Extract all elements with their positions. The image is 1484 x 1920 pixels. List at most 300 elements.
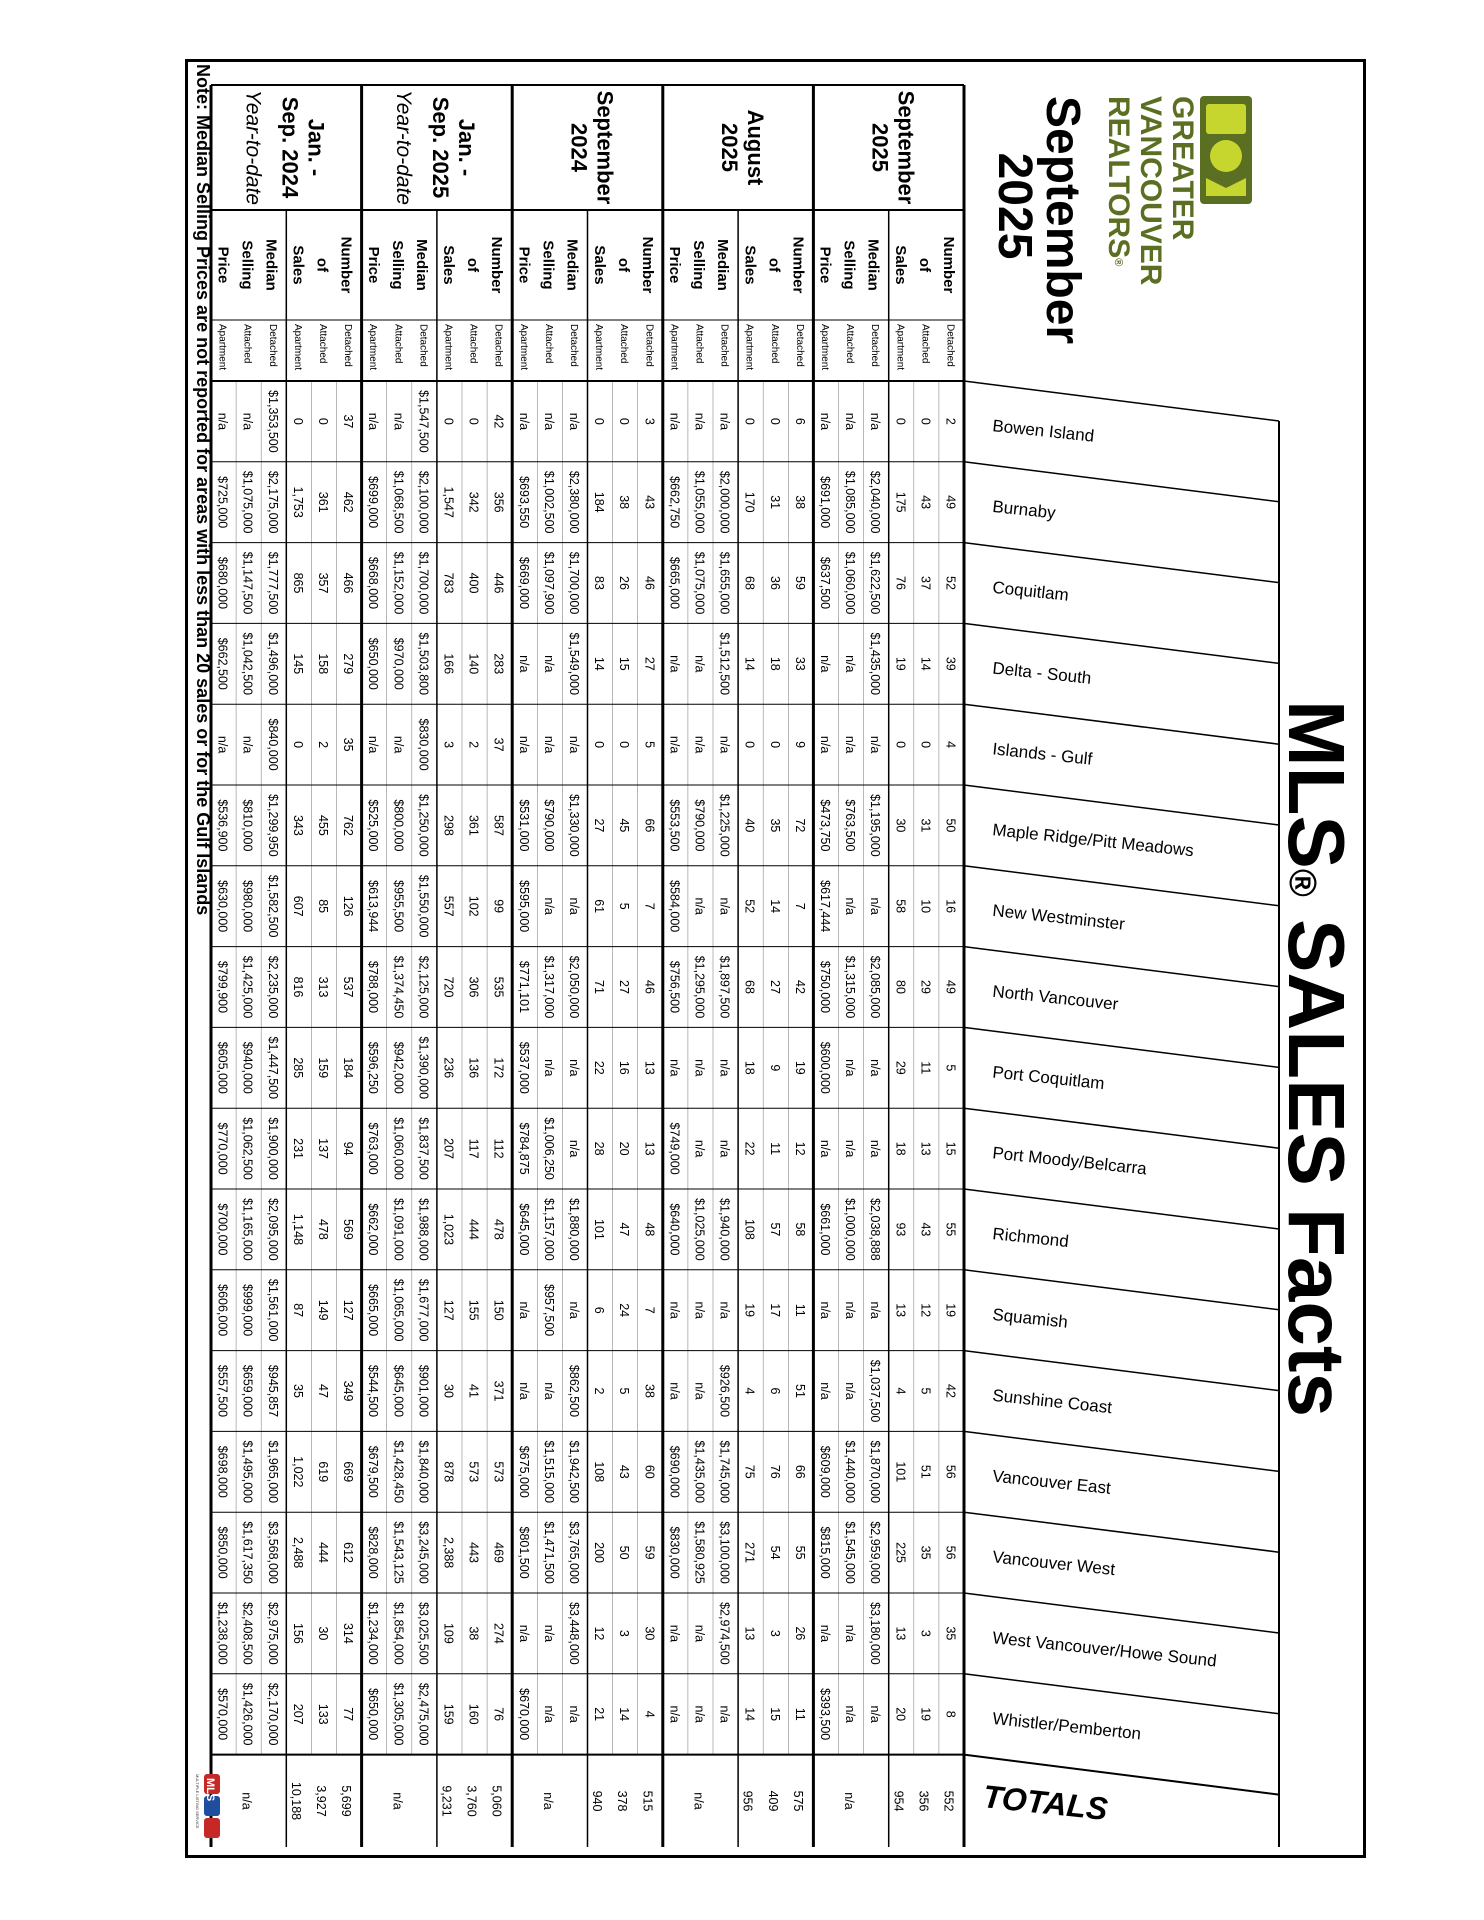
count-cell: 27 [767, 980, 782, 994]
price-cell: $1,238,000 [215, 1602, 230, 1665]
header-slant-line [964, 543, 1279, 583]
price-cell: $1,880,000 [566, 1198, 581, 1261]
count-cell: 236 [441, 1057, 456, 1079]
price-cell: $2,959,000 [868, 1521, 883, 1584]
period-label: Sep. 2024 [277, 96, 303, 199]
count-cell: 7 [792, 902, 807, 910]
period-label: September [893, 90, 919, 205]
price-cell: $2,170,000 [265, 1682, 280, 1746]
count-cell: 361 [466, 814, 481, 836]
count-cell: 462 [341, 491, 356, 513]
count-cell: 101 [592, 1218, 607, 1240]
price-cell: n/a [717, 1301, 732, 1319]
count-cell: 50 [617, 1545, 632, 1560]
price-cell: n/a [717, 897, 732, 915]
price-cell: $1,085,000 [843, 470, 858, 534]
count-cell: 109 [441, 1622, 456, 1644]
price-cell: n/a [717, 1139, 732, 1158]
price-cell: $815,000 [817, 1526, 832, 1579]
count-cell: 159 [315, 1057, 330, 1079]
price-cell: n/a [541, 1705, 556, 1723]
property-type-label: Detached [793, 324, 805, 367]
count-cell: 14 [592, 656, 607, 671]
column-label: Delta - South [991, 658, 1093, 688]
count-cell: 444 [315, 1542, 330, 1564]
count-cell: 13 [642, 1060, 657, 1075]
price-cell: n/a [667, 1301, 682, 1319]
price-cell: $788,000 [366, 960, 381, 1014]
period-label: Sep. 2025 [427, 96, 453, 199]
price-cell: $659,000 [240, 1364, 255, 1418]
price-cell: $1,060,000 [843, 551, 858, 615]
count-cell: 30 [893, 818, 908, 833]
count-cell: 77 [341, 1707, 356, 1722]
count-cell: 18 [767, 656, 782, 671]
price-cell: n/a [541, 655, 556, 673]
count-cell: 55 [943, 1222, 958, 1237]
count-cell: 158 [315, 653, 330, 675]
count-total-cell: 552 [941, 1790, 956, 1812]
price-cell: n/a [868, 1139, 883, 1158]
count-cell: 52 [943, 576, 958, 590]
price-cell: $698,000 [215, 1445, 230, 1498]
count-cell: 400 [466, 572, 481, 594]
count-cell: 2 [943, 417, 958, 425]
header-slant-line [964, 381, 1279, 421]
price-cell: n/a [843, 735, 858, 754]
price-label: Price [816, 246, 834, 284]
count-cell: 455 [315, 814, 330, 836]
count-cell: 279 [341, 653, 356, 675]
price-cell: $801,500 [516, 1526, 531, 1579]
count-label: Number [337, 236, 355, 294]
property-type-label: Apartment [442, 324, 454, 371]
price-cell: $596,250 [366, 1041, 381, 1094]
count-cell: 283 [491, 653, 506, 675]
count-cell: 0 [617, 741, 632, 749]
count-cell: 56 [943, 1464, 958, 1479]
price-cell: n/a [692, 1624, 707, 1643]
count-cell: 5 [642, 741, 657, 749]
count-cell: 607 [290, 895, 305, 917]
count-cell: 71 [592, 980, 607, 994]
price-cell: n/a [717, 1059, 732, 1077]
count-cell: 19 [742, 1303, 757, 1318]
price-cell: $617,444 [817, 880, 832, 933]
header-slant-line [964, 1431, 1279, 1471]
price-cell: n/a [717, 735, 732, 754]
column-header [964, 1351, 1279, 1418]
price-cell: n/a [516, 412, 531, 431]
count-cell: 39 [943, 656, 958, 671]
count-cell: 93 [893, 1222, 908, 1237]
count-label: Sales [590, 245, 608, 285]
column-label: Vancouver West [991, 1547, 1117, 1580]
count-cell: 38 [466, 1626, 481, 1641]
price-cell: $1,000,000 [843, 1198, 858, 1261]
period-block [666, 85, 813, 1847]
count-cell: 42 [792, 980, 807, 994]
count-cell: 19 [943, 1303, 958, 1318]
price-cell: n/a [541, 1624, 556, 1643]
period-label: Jan. - [453, 118, 479, 177]
price-cell: $536,900 [215, 799, 230, 852]
count-cell: 75 [742, 1464, 757, 1479]
count-cell: 33 [792, 656, 807, 671]
header-slant-line [964, 1593, 1279, 1633]
column-header [964, 1674, 1279, 1744]
count-cell: 3 [918, 1629, 933, 1637]
count-cell: 18 [893, 1141, 908, 1156]
header-slant-line [964, 1512, 1279, 1552]
count-cell: 343 [290, 814, 305, 836]
price-cell: $662,000 [366, 1203, 381, 1256]
count-cell: 72 [792, 818, 807, 833]
count-cell: 3 [617, 1629, 632, 1637]
count-cell: 298 [441, 814, 456, 836]
price-cell: $1,700,000 [566, 551, 581, 615]
count-cell: 31 [918, 818, 933, 833]
price-cell: $3,245,000 [416, 1521, 431, 1584]
price-cell: n/a [366, 412, 381, 431]
count-cell: 13 [893, 1626, 908, 1641]
count-cell: 5 [617, 1387, 632, 1395]
property-type-label: Detached [266, 324, 278, 367]
price-cell: $1,515,000 [541, 1440, 556, 1504]
price-cell: n/a [692, 655, 707, 673]
count-cell: 19 [893, 656, 908, 671]
price-cell: n/a [692, 897, 707, 915]
price-cell: $1,157,000 [541, 1198, 556, 1261]
count-cell: 175 [893, 491, 908, 513]
header-slant-line [964, 462, 1279, 502]
property-type-label: Attached [467, 324, 479, 364]
price-cell: $690,000 [667, 1445, 682, 1498]
count-cell: 170 [742, 491, 757, 513]
count-cell: 306 [466, 976, 481, 998]
price-cell: $3,025,500 [416, 1602, 431, 1665]
count-label: Number [940, 236, 957, 294]
column-label: Maple Ridge/Pitt Meadows [991, 820, 1195, 861]
price-cell: $2,175,000 [265, 470, 280, 534]
column-label: Coquitlam [991, 577, 1070, 605]
price-cell: n/a [240, 735, 255, 754]
count-cell: 19 [918, 1707, 933, 1722]
price-cell: n/a [391, 735, 406, 754]
price-cell: $1,165,000 [240, 1198, 255, 1261]
price-cell: $699,000 [366, 476, 381, 529]
count-cell: 127 [441, 1299, 456, 1321]
price-cell: n/a [817, 735, 832, 754]
price-cell: $1,988,000 [416, 1198, 431, 1261]
count-cell: 46 [642, 980, 657, 994]
count-cell: 37 [341, 414, 356, 429]
price-cell: n/a [541, 1382, 556, 1400]
period-block [817, 85, 964, 1847]
price-cell: $2,085,000 [868, 955, 883, 1019]
count-cell: 15 [767, 1707, 782, 1722]
property-type-label: Apartment [743, 324, 755, 371]
price-cell: $830,000 [416, 718, 431, 771]
count-cell: 29 [918, 980, 933, 994]
count-cell: 271 [742, 1542, 757, 1564]
price-cell: n/a [516, 1301, 531, 1319]
count-cell: 285 [290, 1057, 305, 1079]
price-cell: $605,000 [215, 1041, 230, 1094]
column-header [964, 1431, 1279, 1498]
count-cell: 99 [491, 899, 506, 914]
count-cell: 30 [441, 1384, 456, 1398]
price-cell: n/a [516, 1382, 531, 1400]
price-cell: $1,777,500 [265, 551, 280, 615]
count-cell: 762 [341, 814, 356, 836]
count-cell: 19 [792, 1060, 807, 1075]
price-cell: n/a [541, 412, 556, 431]
count-cell: 478 [491, 1218, 506, 1240]
count-cell: 20 [617, 1141, 632, 1156]
price-label: Median [412, 239, 430, 291]
price-cell: $1,250,000 [416, 794, 431, 857]
price-cell: n/a [817, 1382, 832, 1400]
count-label: Sales [440, 245, 458, 285]
count-cell: 5 [943, 1064, 958, 1072]
price-cell: $650,000 [366, 1688, 381, 1741]
count-cell: 108 [592, 1461, 607, 1483]
count-cell: 6 [792, 417, 807, 425]
count-label: Number [638, 236, 656, 294]
count-cell: 27 [642, 656, 657, 671]
column-label: Port Moody/Belcarra [991, 1143, 1148, 1179]
price-cell: $940,000 [240, 1041, 255, 1094]
price-cell: $1,037,500 [868, 1359, 883, 1423]
price-cell: $1,353,500 [265, 390, 280, 453]
column-label: Port Coquitlam [991, 1062, 1106, 1094]
count-cell: 133 [315, 1703, 330, 1725]
count-cell: 11 [918, 1061, 933, 1075]
count-cell: 865 [290, 572, 305, 594]
price-cell: $691,000 [817, 476, 832, 529]
count-cell: 36 [767, 576, 782, 590]
price-cell: $2,235,000 [265, 955, 280, 1019]
count-cell: 0 [315, 417, 330, 425]
count-cell: 535 [491, 976, 506, 998]
count-cell: 17 [767, 1303, 782, 1318]
price-cell: n/a [667, 655, 682, 673]
price-cell: $473,750 [817, 799, 832, 852]
count-cell: 9 [792, 741, 807, 749]
price-cell: $662,750 [667, 476, 682, 529]
price-cell: n/a [868, 897, 883, 915]
price-cell: $850,000 [215, 1526, 230, 1579]
header-slant-line [964, 1351, 1279, 1391]
price-cell: $2,038,888 [868, 1198, 883, 1261]
count-cell: 58 [893, 899, 908, 914]
price-cell: $1,025,000 [692, 1198, 707, 1261]
price-cell: $1,897,500 [717, 955, 732, 1019]
price-cell: $756,500 [667, 960, 682, 1014]
count-cell: 466 [341, 572, 356, 594]
count-cell: 8 [943, 1710, 958, 1718]
column-header [964, 785, 1279, 860]
count-total-cell: 954 [891, 1790, 906, 1812]
column-label: Vancouver East [991, 1466, 1112, 1498]
price-cell: n/a [843, 1382, 858, 1400]
price-cell: $1,065,000 [391, 1278, 406, 1342]
header-slant-line [964, 1027, 1279, 1067]
count-label: Number [789, 236, 807, 294]
price-cell: $810,000 [240, 799, 255, 852]
price-cell: $2,000,000 [717, 470, 732, 534]
count-cell: 38 [642, 1384, 657, 1398]
count-cell: 48 [642, 1222, 657, 1237]
count-cell: 35 [918, 1545, 933, 1560]
price-cell: $1,426,000 [240, 1682, 255, 1746]
count-cell: 669 [341, 1461, 356, 1483]
price-cell: $1,840,000 [416, 1440, 431, 1504]
count-cell: 357 [315, 572, 330, 594]
price-cell: n/a [843, 1139, 858, 1158]
count-cell: 21 [592, 1707, 607, 1722]
property-type-label: Attached [844, 324, 856, 364]
price-cell: n/a [692, 1705, 707, 1723]
count-cell: 313 [315, 976, 330, 998]
price-cell: n/a [868, 1059, 883, 1077]
count-cell: 1,022 [290, 1456, 305, 1488]
price-cell: $600,000 [817, 1041, 832, 1094]
count-cell: 1,023 [441, 1213, 456, 1246]
count-cell: 37 [491, 737, 506, 752]
count-total-cell: 10,188 [288, 1781, 303, 1821]
price-cell: $1,471,500 [541, 1521, 556, 1584]
count-cell: 3 [642, 417, 657, 425]
count-cell: 55 [792, 1545, 807, 1560]
header-slant-line [964, 785, 1279, 825]
count-total-cell: 515 [640, 1790, 655, 1812]
count-cell: 31 [767, 495, 782, 510]
footnote: Note: Median Selling Prices are not reported for areas with less than 20 sales or for the Gulf Islands [193, 64, 213, 916]
count-cell: 50 [943, 818, 958, 833]
column-header [964, 1108, 1279, 1178]
count-cell: 66 [642, 818, 657, 833]
count-cell: 102 [466, 895, 481, 917]
column-header [964, 1189, 1279, 1251]
price-label: Price [666, 246, 684, 284]
price-cell: $544,500 [366, 1364, 381, 1418]
column-label: Squamish [991, 1304, 1069, 1332]
count-cell: 52 [742, 899, 757, 914]
count-cell: 0 [918, 417, 933, 425]
price-cell: $957,500 [541, 1284, 556, 1337]
price-cell: $650,000 [366, 637, 381, 690]
price-cell: $725,000 [215, 476, 230, 529]
price-cell: n/a [516, 735, 531, 754]
price-cell: $1,042,500 [240, 632, 255, 696]
count-total-cell: 9,231 [439, 1785, 454, 1817]
count-cell: 58 [792, 1222, 807, 1237]
count-cell: 0 [918, 741, 933, 749]
price-cell: $1,503,800 [416, 632, 431, 696]
count-cell: 2 [466, 741, 481, 749]
count-cell: 15 [943, 1141, 958, 1156]
count-cell: 37 [918, 576, 933, 590]
count-cell: 54 [767, 1545, 782, 1560]
count-cell: 5 [617, 902, 632, 910]
count-cell: 76 [491, 1707, 506, 1722]
count-cell: 166 [441, 653, 456, 675]
price-cell: n/a [667, 412, 682, 431]
price-cell: $1,428,450 [391, 1440, 406, 1504]
count-cell: 2 [315, 741, 330, 749]
column-label: West Vancouver/Howe Sound [991, 1628, 1218, 1671]
count-cell: 26 [617, 576, 632, 590]
price-cell: $1,055,000 [692, 470, 707, 534]
count-cell: 0 [893, 417, 908, 425]
report-month: September 2025 [988, 96, 1089, 345]
price-cell: $700,000 [215, 1203, 230, 1256]
price-cell: $645,000 [516, 1203, 531, 1256]
count-label: of [916, 257, 933, 273]
count-cell: 0 [441, 417, 456, 425]
count-cell: 14 [617, 1707, 632, 1722]
property-type-label: Apartment [593, 324, 605, 371]
column-header [964, 1512, 1279, 1579]
count-cell: 126 [341, 895, 356, 917]
price-cell: $1,580,925 [692, 1521, 707, 1584]
count-cell: 49 [943, 495, 958, 510]
count-cell: 159 [441, 1703, 456, 1725]
price-cell: $862,500 [566, 1364, 581, 1418]
price-cell: n/a [566, 412, 581, 431]
count-cell: 207 [290, 1703, 305, 1725]
price-cell: $3,765,000 [566, 1521, 581, 1584]
price-cell: n/a [516, 1624, 531, 1643]
count-cell: 0 [767, 417, 782, 425]
price-cell: $393,500 [817, 1688, 832, 1741]
count-cell: 12 [592, 1626, 607, 1641]
column-label: Sunshine Coast [991, 1385, 1113, 1418]
price-cell: $2,040,000 [868, 470, 883, 534]
property-type-label: Apartment [668, 324, 680, 371]
property-type-label: Detached [492, 324, 504, 367]
count-total-cell: 356 [916, 1790, 931, 1812]
page-title: MLS® SALES Facts [1272, 700, 1361, 1418]
price-total-cell: n/a [239, 1792, 254, 1810]
count-cell: 225 [893, 1542, 908, 1564]
count-cell: 145 [290, 653, 305, 675]
price-cell: $1,543,125 [391, 1521, 406, 1584]
count-cell: 80 [893, 980, 908, 994]
count-cell: 2,388 [441, 1536, 456, 1569]
count-cell: 569 [341, 1218, 356, 1240]
price-cell: n/a [667, 1382, 682, 1400]
price-cell: $1,549,000 [566, 632, 581, 696]
price-cell: n/a [391, 412, 406, 431]
price-cell: n/a [667, 1059, 682, 1077]
count-cell: 11 [767, 1142, 782, 1156]
price-label: Median [714, 239, 732, 291]
header-slant-line [964, 1108, 1279, 1148]
count-cell: 0 [742, 741, 757, 749]
count-cell: 444 [466, 1218, 481, 1240]
count-cell: 1,547 [441, 486, 456, 518]
price-cell: n/a [817, 1624, 832, 1643]
price-cell: $525,000 [366, 799, 381, 852]
price-cell: $3,180,000 [868, 1602, 883, 1665]
price-label: Median [864, 239, 882, 291]
price-cell: n/a [843, 655, 858, 673]
count-cell: 59 [792, 576, 807, 590]
count-cell: 371 [491, 1380, 506, 1402]
